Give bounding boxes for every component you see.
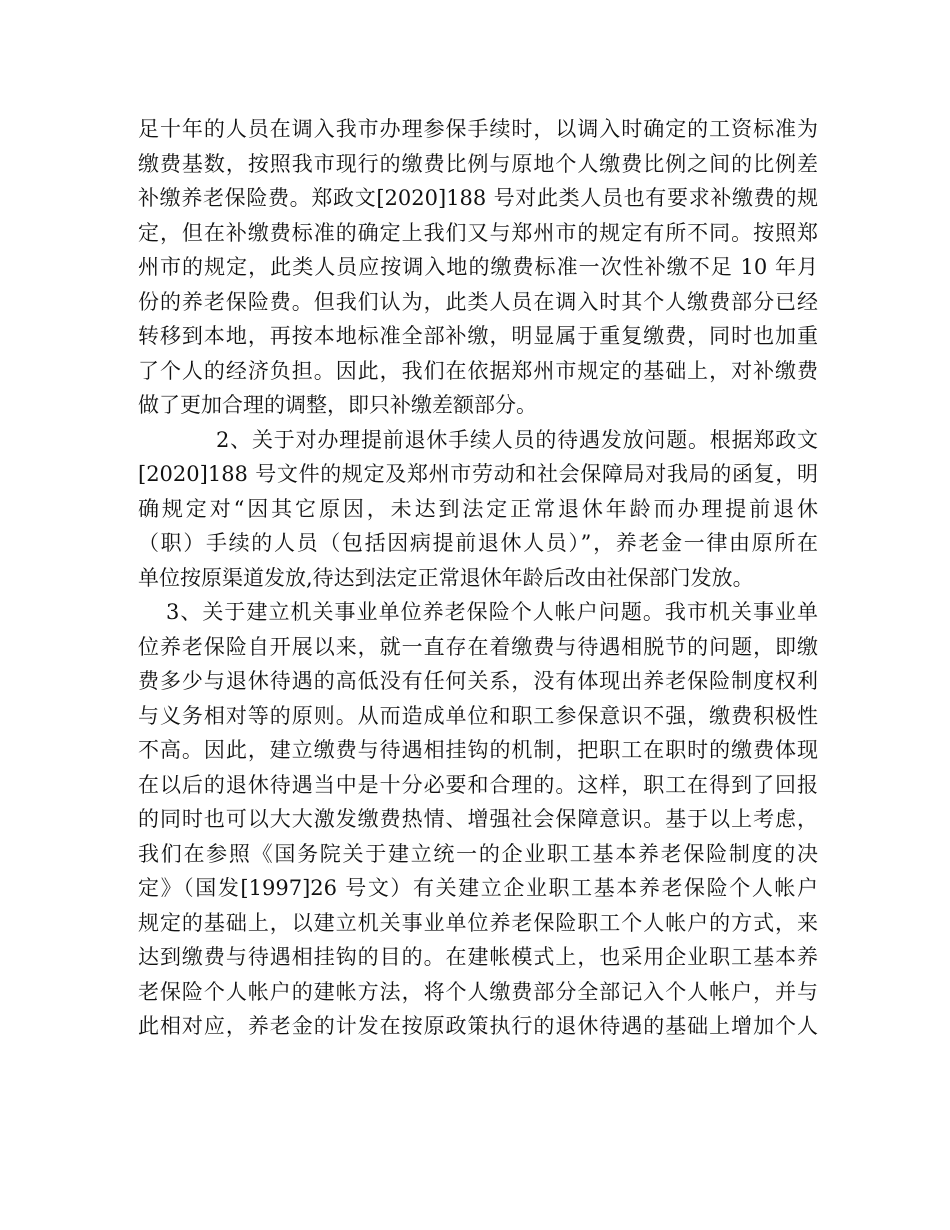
text-line: 3、关于建立机关事业单位养老保险个人帐户问题。我市机关事业单 xyxy=(166,600,818,624)
text-line: 达到缴费与待遇相挂钩的目的。在建帐模式上，也采用企业职工基本养 xyxy=(138,945,818,969)
text-line: 定，但在补缴费标准的确定上我们又与郑州市的规定有所不同。按照郑 xyxy=(138,220,818,245)
text-line: 补缴养老保险费。郑政文[2020]188 号对此类人员也有要求补缴费的规 xyxy=(138,186,818,210)
text-line: 2、关于对办理提前退休手续人员的待遇发放问题。根据郑政文 xyxy=(216,427,818,452)
paragraph-early-retirement xyxy=(138,423,818,596)
text-line: 定》（国发[1997]26 号文）有关建立企业职工基本养老保险个人帐户 xyxy=(138,876,818,900)
text-line: 转移到本地，再按本地标准全部补缴，明显属于重复缴费，同时也加重 xyxy=(138,324,818,348)
text-line: 了个人的经济负担。因此，我们在依据郑州市规定的基础上，对补缴费 xyxy=(138,358,818,383)
text-line: 份的养老保险费。但我们认为，此类人员在调入时其个人缴费部分已经 xyxy=(138,289,818,314)
paragraph-personal-account xyxy=(138,595,818,1044)
text-line: 的同时也可以大大激发缴费热情、增强社会保障意识。基于以上考虑， xyxy=(138,807,818,831)
text-line: 老保险个人帐户的建帐方法，将个人缴费部分全部记入个人帐户，并与 xyxy=(138,979,818,1004)
text-line: 我们在参照《国务院关于建立统一的企业职工基本养老保险制度的决 xyxy=(138,841,818,866)
text-line: 单位按原渠道发放,待达到法定正常退休年龄后改由社保部门发放。 xyxy=(138,565,754,590)
text-line: 缴费基数，按照我市现行的缴费比例与原地个人缴费比例之间的比例差 xyxy=(138,151,818,176)
text-line: 规定的基础上，以建立机关事业单位养老保险职工个人帐户的方式，来 xyxy=(138,910,818,935)
text-line: [2020]188 号文件的规定及郑州市劳动和社会保障局对我局的函复，明 xyxy=(138,462,818,486)
text-line: 确规定对“因其它原因，未达到法定正常退休年龄而办理提前退休 xyxy=(138,496,818,521)
text-line: 在以后的退休待遇当中是十分必要和合理的。这样，职工在得到了回报 xyxy=(138,772,818,797)
text-line: 做了更加合理的调整，即只补缴差额部分。 xyxy=(138,393,537,417)
text-line: 费多少与退休待遇的高低没有任何关系，没有体现出养老保险制度权利 xyxy=(138,669,818,693)
text-line: 此相对应，养老金的计发在按原政策执行的退休待遇的基础上增加个人 xyxy=(138,1014,818,1038)
text-line: 位养老保险自开展以来，就一直存在着缴费与待遇相脱节的问题，即缴 xyxy=(138,634,818,659)
paragraph-supplementary-payment xyxy=(138,112,818,423)
document-body xyxy=(138,112,818,1044)
text-line: 州市的规定，此类人员应按调入地的缴费标准一次性补缴不足 10 年月 xyxy=(138,255,818,279)
text-line: 足十年的人员在调入我市办理参保手续时，以调入时确定的工资标准为 xyxy=(138,117,818,141)
text-line: 与义务相对等的原则。从而造成单位和职工参保意识不强，缴费积极性 xyxy=(138,703,818,728)
text-line: （职）手续的人员（包括因病提前退休人员）”，养老金一律由原所在 xyxy=(138,531,818,555)
text-line: 不高。因此，建立缴费与待遇相挂钩的机制，把职工在职时的缴费体现 xyxy=(138,738,818,762)
